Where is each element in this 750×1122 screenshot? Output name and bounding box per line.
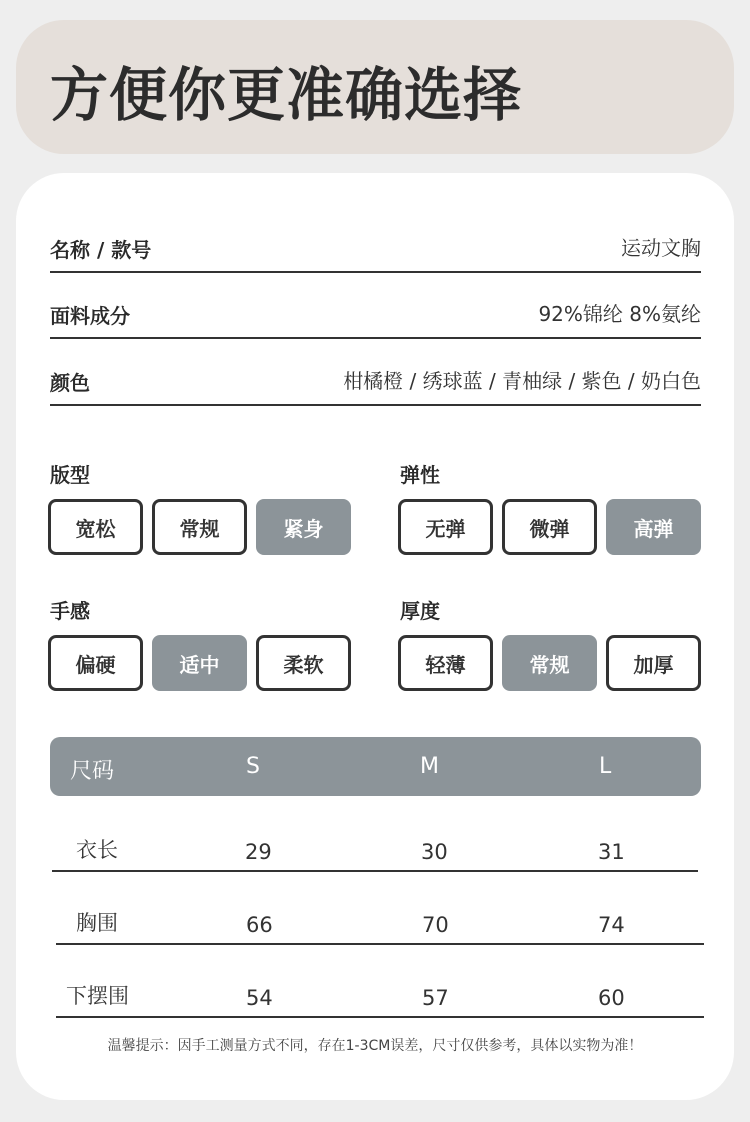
row-divider — [56, 1016, 704, 1018]
size-header-s: S — [246, 754, 260, 779]
table-row — [50, 872, 701, 945]
size-header-m: M — [420, 754, 439, 779]
size-cell: 70 — [422, 913, 449, 937]
info-value: 92%锦纶 8%氨纶 — [538, 302, 701, 326]
size-cell: 66 — [246, 913, 273, 937]
thickness-option-thin[interactable]: 轻薄 — [398, 635, 493, 691]
feel-option-soft[interactable]: 柔软 — [256, 635, 351, 691]
info-value: 运动文胸 — [621, 236, 701, 260]
feel-option-medium[interactable]: 适中 — [152, 635, 247, 691]
page-title: 方便你更准确选择 — [50, 61, 523, 129]
elasticity-label: 弹性 — [400, 463, 440, 487]
table-row — [50, 799, 701, 872]
size-row-name: 胸围 — [76, 911, 118, 935]
thickness-option-regular[interactable]: 常规 — [502, 635, 597, 691]
feel-label: 手感 — [50, 599, 90, 623]
size-cell: 74 — [598, 913, 625, 937]
size-row-name: 衣长 — [76, 838, 118, 862]
size-row-name: 下摆围 — [66, 984, 129, 1008]
fit-label: 版型 — [50, 463, 90, 487]
elasticity-option-slight[interactable]: 微弹 — [502, 499, 597, 555]
thickness-option-thick[interactable]: 加厚 — [606, 635, 701, 691]
size-cell: 30 — [421, 840, 448, 864]
thickness-label: 厚度 — [400, 599, 440, 623]
info-label: 颜色 — [50, 371, 90, 395]
info-value: 柑橘橙 / 绣球蓝 / 青柚绿 / 紫色 / 奶白色 — [343, 369, 701, 393]
size-header-l: L — [599, 754, 612, 779]
info-label: 名称 / 款号 — [50, 238, 152, 262]
size-cell: 29 — [245, 840, 272, 864]
fit-option-regular[interactable]: 常规 — [152, 499, 247, 555]
size-cell: 60 — [598, 986, 625, 1010]
measurement-note: 温馨提示：因手工测量方式不同，存在1-3CM误差，尺寸仅供参考，具体以实物为准！ — [107, 1038, 643, 1054]
size-cell: 31 — [598, 840, 625, 864]
size-cell: 57 — [422, 986, 449, 1010]
size-header-label: 尺码 — [70, 759, 115, 784]
size-cell: 54 — [246, 986, 273, 1010]
fit-option-loose[interactable]: 宽松 — [48, 499, 143, 555]
table-row — [50, 945, 701, 1018]
info-label: 面料成分 — [50, 304, 130, 328]
info-row-fabric — [50, 271, 701, 339]
feel-option-hard[interactable]: 偏硬 — [48, 635, 143, 691]
spec-card — [16, 173, 734, 1100]
info-row-name — [50, 205, 701, 273]
info-row-color — [50, 338, 701, 406]
elasticity-option-none[interactable]: 无弹 — [398, 499, 493, 555]
fit-option-tight[interactable]: 紧身 — [256, 499, 351, 555]
size-table-header — [50, 737, 701, 796]
elasticity-option-high[interactable]: 高弹 — [606, 499, 701, 555]
header-banner — [16, 20, 734, 154]
